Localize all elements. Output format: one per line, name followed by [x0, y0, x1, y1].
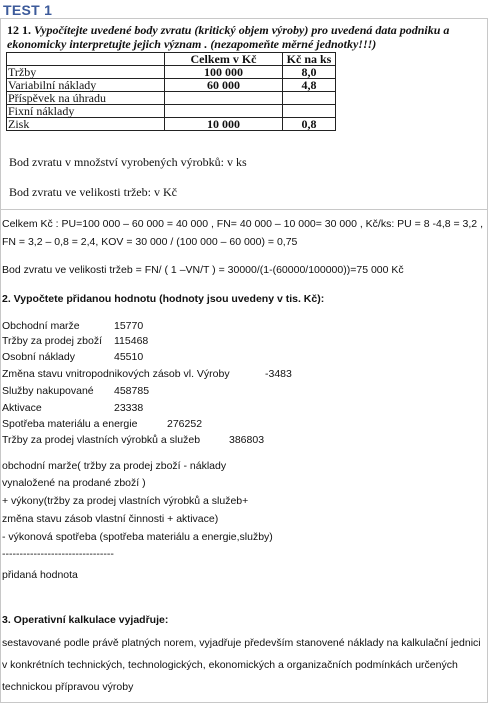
table-cell: 10 000 — [165, 118, 283, 131]
answer-line: technickou přípravou výroby — [2, 681, 134, 693]
item-label: Tržby za prodej vlastních výrobků a služeb — [2, 434, 201, 446]
table-cell: Fixní náklady — [7, 105, 165, 118]
test-title: TEST 1 — [3, 2, 53, 18]
table-row — [7, 92, 336, 105]
table-cell: Variabilní náklady — [7, 79, 165, 92]
table-cell — [283, 92, 336, 105]
list-item — [2, 351, 144, 364]
item-label: Aktivace — [2, 402, 42, 414]
formula-line: vynaložené na prodané zboží ) — [2, 477, 146, 489]
break-even-units-line: Bod zvratu v množství vyrobených výrobků: v ks — [9, 155, 247, 169]
item-label: Tržby za prodej zboží — [2, 335, 102, 347]
table-header-cell: Kč na ks — [283, 53, 336, 66]
scanned-question-1 — [0, 18, 488, 210]
question-1-number: 12 1. — [7, 23, 31, 37]
list-item — [2, 402, 144, 415]
table-header-cell: Celkem v Kč — [165, 53, 283, 66]
formula-line: - výkonová spotřeba (spotřeba materiálu a energie,služby) — [2, 531, 273, 543]
item-label: Změna stavu vnitropodnikových zásob vl. Výroby — [2, 368, 230, 380]
answer-line: v konkrétních technických, technologických, ekonomických a organizačních podmínkách určených — [2, 659, 458, 671]
item-value: 458785 — [114, 385, 150, 397]
table-cell: Zisk — [7, 118, 165, 131]
table-header-cell — [7, 53, 165, 66]
item-value: -3483 — [265, 368, 292, 380]
table-cell: 8,0 — [283, 66, 336, 79]
table-row — [7, 66, 336, 79]
item-value: 276252 — [167, 418, 203, 430]
question-3-heading: 3. Operativní kalkulace vyjadřuje: — [2, 614, 169, 626]
table-cell: 60 000 — [165, 79, 283, 92]
formula-result: přidaná hodnota — [2, 569, 78, 581]
solution-line-2: FN = 3,2 – 0,8 = 2,4, KOV = 30 000 / (100 000 – 60 000) = 0,75 — [2, 236, 298, 248]
solution-line-1: Celkem Kč : PU=100 000 – 60 000 = 40 000 , FN= 40 000 – 10 000= 30 000 , Kč/ks: PU = 8 -4,8 = 3,2 , — [2, 218, 483, 230]
question-2-heading: 2. Vypočtete přidanou hodnotu (hodnoty jsou uvedeny v tis. Kč): — [2, 293, 325, 305]
table-cell: Tržby — [7, 66, 165, 79]
list-item — [2, 368, 292, 381]
item-label: Služby nakupované — [2, 385, 94, 397]
table-header-row — [7, 53, 336, 66]
table-row — [7, 105, 336, 118]
table-cell — [165, 105, 283, 118]
list-item — [2, 434, 265, 447]
formula-divider: -------------------------------- — [2, 548, 114, 560]
table-cell: 100 000 — [165, 66, 283, 79]
item-label: Spotřeba materiálu a energie — [2, 418, 138, 430]
item-value: 115468 — [114, 335, 149, 347]
break-even-revenue-line: Bod zvratu ve velikosti tržeb: v Kč — [9, 185, 177, 199]
table-row — [7, 118, 336, 131]
table-cell: Příspěvek na úhradu — [7, 92, 165, 105]
table-cell: 0,8 — [283, 118, 336, 131]
item-value: 23338 — [114, 402, 144, 414]
list-item — [2, 418, 203, 431]
formula-line: obchodní marže( tržby za prodej zboží - náklady — [2, 460, 227, 472]
item-label: Obchodní marže — [2, 320, 80, 332]
table-cell: 4,8 — [283, 79, 336, 92]
question-1-text — [7, 23, 479, 51]
table-cell — [165, 92, 283, 105]
item-value: 386803 — [229, 434, 265, 446]
formula-line: změna stavu zásob vlastní činnosti + aktivace) — [2, 513, 219, 525]
break-even-table — [6, 52, 336, 131]
list-item — [2, 335, 149, 348]
item-label: Osobní náklady — [2, 351, 75, 363]
answer-line: sestavované podle právě platných norem, vyjadřuje především stanovené náklady na kalkulační jednici — [2, 637, 481, 649]
question-1-body: Vypočítejte uvedené body zvratu (kritický objem výroby) pro uvedená data podniku a ekonomicky interpretujte jejich význam . (nezapomeňte měrné jednotky!!!) — [7, 23, 450, 51]
table-row — [7, 79, 336, 92]
item-value: 45510 — [114, 351, 144, 363]
table-cell — [283, 105, 336, 118]
formula-line: + výkony(tržby za prodej vlastních výrobků a služeb+ — [2, 495, 249, 507]
list-item — [2, 320, 144, 333]
item-value: 15770 — [114, 320, 144, 332]
solution-line-3: Bod zvratu ve velikosti tržeb = FN/ ( 1 –VN/T ) = 30000/(1-(60000/100000))=75 000 Kč — [2, 264, 404, 276]
list-item — [2, 385, 150, 398]
